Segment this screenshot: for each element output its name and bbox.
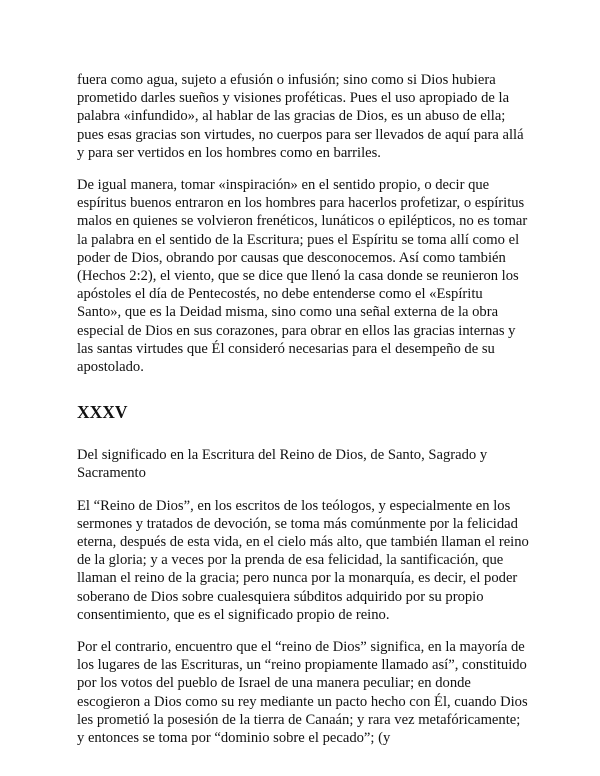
paragraph-reino-de-dios: El “Reino de Dios”, en los escritos de los teólogos, y especialmente en los sermones y tratados de devoción, se toma más comúnmente por la felicidad eterna, después de esta vida, en el cielo más alto, que también llaman el reino de la gloria; y a veces por la prenda de esa felicidad, la santificación, que llaman el reino de la gracia; pero nunca por la monarquía, es decir, el poder soberano de Dios sobre cualesquiera súbditos adquirido por su propio consentimiento, que es el significado propio de reino. xyxy=(77,497,529,623)
chapter-subtitle: Del significado en la Escritura del Reino de Dios, de Santo, Sagrado y Sacramento xyxy=(77,447,488,482)
paragraph-inspiration: De igual manera, tomar «inspiración» en el sentido propio, o decir que espíritus buenos entraron en los hombres para hacerlos profetizar, o espíritus malos en quienes se volvieron frenéticos, lunáticos o epilépticos, no es tomar la palabra en el sentido de la Escritura; pues el Espíritu se toma allí como el poder de Dios, obrando por causas que desconocemos. Así como también (Hechos 2:2), el viento, que se dice que llenó la casa donde se reunieron los apóstoles el día de Pentecostés, no debe entenderse como el «Espíritu Santo», que es la Deidad misma, sino como una señal externa de la obra especial de Dios en sus corazones, para obrar en ellos las gracias internas y las santas virtudes que Él consideró necesarias para el desempeño de su apostolado. xyxy=(77,177,528,376)
chapter-heading: XXXV xyxy=(77,402,128,423)
paragraph-por-el-contrario: Por el contrario, encuentro que el “reino de Dios” significa, en la mayoría de los lugares de las Escrituras, un “reino propiamente llamado así”, constituido por los votos del pueblo de Israel de una manera peculiar; en donde escogieron a Dios como su rey mediante un pacto hecho con Él, cuando Dios les prometió la posesión de la tierra de Canaán; y rara vez metafóricamente; y entonces se toma por “dominio sobre el pecado”; (y xyxy=(77,639,528,747)
paragraph-infusion: fuera como agua, sujeto a efusión o infusión; sino como si Dios hubiera prometido darles sueños y visiones proféticas. Pues el uso apropiado de la palabra «infundido», al hablar de las gracias de Dios, es un abuso de ella; pues esas gracias son virtudes, no cuerpos para ser llevados de aquí para allá y para ser vertidos en los hombres como en barriles. xyxy=(77,72,524,161)
document-page xyxy=(77,71,529,747)
